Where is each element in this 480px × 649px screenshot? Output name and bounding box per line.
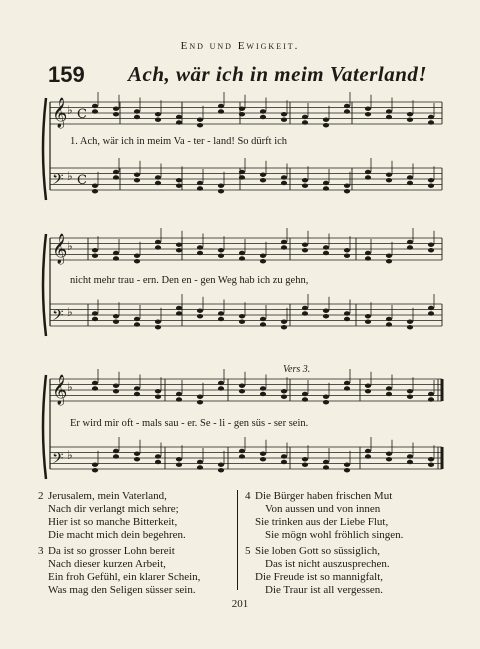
note-head xyxy=(323,309,329,313)
note-head xyxy=(407,240,413,244)
note-head xyxy=(302,306,308,310)
note-head xyxy=(239,256,245,260)
note-head xyxy=(176,311,182,315)
note-head xyxy=(407,112,413,116)
note-head xyxy=(134,317,140,321)
hymn-number: 159 xyxy=(48,62,85,87)
note-head xyxy=(428,306,434,310)
note-head xyxy=(155,389,161,393)
key-signature-flat: ♭ xyxy=(67,169,73,183)
note-head xyxy=(92,468,98,472)
note-head xyxy=(155,395,161,399)
note-head xyxy=(281,395,287,399)
stanza-4 xyxy=(245,490,404,542)
stanza-line: Nach dieser kurzen Arbeit, xyxy=(48,558,166,570)
note-head xyxy=(365,314,371,318)
note-head xyxy=(239,449,245,453)
note-head xyxy=(260,109,266,113)
note-head xyxy=(386,254,392,258)
note-head xyxy=(344,386,350,390)
note-head xyxy=(323,118,329,122)
running-header: End und Ewigkeit. xyxy=(180,40,300,52)
note-head xyxy=(134,178,140,182)
stanza-line: Die Traur ist all vergessen. xyxy=(265,584,384,596)
note-head xyxy=(176,457,182,461)
note-head xyxy=(134,322,140,326)
system-brace xyxy=(43,98,46,200)
key-signature-flat: ♭ xyxy=(67,103,73,117)
note-head xyxy=(428,311,434,315)
note-head xyxy=(176,120,182,124)
note-head xyxy=(281,181,287,185)
note-head xyxy=(176,115,182,119)
note-head xyxy=(365,112,371,116)
vers-marker: Vers 3. xyxy=(283,364,311,375)
note-head xyxy=(155,454,161,458)
note-head xyxy=(365,454,371,458)
note-head xyxy=(281,325,287,329)
note-head xyxy=(113,170,119,174)
note-head xyxy=(176,463,182,467)
note-head xyxy=(113,449,119,453)
note-head xyxy=(218,248,224,252)
note-head xyxy=(365,107,371,111)
note-head xyxy=(260,254,266,258)
note-head xyxy=(239,314,245,318)
note-head xyxy=(281,245,287,249)
note-head xyxy=(92,317,98,321)
note-head xyxy=(344,311,350,315)
note-head xyxy=(176,248,182,252)
note-head xyxy=(155,181,161,185)
note-head xyxy=(365,175,371,179)
treble-clef: 𝄞 xyxy=(52,375,68,405)
stanza-line: Was mag den Seligen süsser sein. xyxy=(48,584,196,596)
note-head xyxy=(218,381,224,385)
note-head xyxy=(197,251,203,255)
lyric-line-1: 1. Ach, wär ich in meim Va - ter - land! So dürft ich xyxy=(70,136,288,147)
note-head xyxy=(134,452,140,456)
note-head xyxy=(386,173,392,177)
column-divider xyxy=(237,490,238,590)
note-head xyxy=(155,118,161,122)
note-head xyxy=(323,245,329,249)
note-head xyxy=(365,170,371,174)
note-head xyxy=(260,259,266,263)
note-head xyxy=(386,392,392,396)
note-head xyxy=(407,395,413,399)
note-head xyxy=(113,256,119,260)
note-head xyxy=(92,104,98,108)
note-head xyxy=(428,463,434,467)
note-head xyxy=(197,400,203,404)
note-head xyxy=(428,397,434,401)
note-head xyxy=(134,173,140,177)
note-head xyxy=(260,173,266,177)
note-head xyxy=(218,311,224,315)
note-head xyxy=(239,454,245,458)
note-head xyxy=(281,454,287,458)
stanza-line: Jerusalem, mein Vaterland, xyxy=(48,490,167,502)
note-head xyxy=(386,386,392,390)
note-head xyxy=(344,317,350,321)
stanza-5 xyxy=(245,545,390,597)
note-head xyxy=(386,452,392,456)
note-head xyxy=(281,118,287,122)
hymn-title: Ach, wär ich in meim Vaterland! xyxy=(128,62,428,86)
stanza-line: Die Bürger haben frischen Mut xyxy=(255,490,393,502)
stanza-number: 3 xyxy=(38,545,44,557)
note-head xyxy=(134,254,140,258)
stanza-line: Die macht mich dein begehren. xyxy=(48,529,186,541)
note-head xyxy=(155,175,161,179)
note-head xyxy=(113,314,119,318)
note-head xyxy=(197,465,203,469)
note-head xyxy=(323,400,329,404)
note-head xyxy=(302,392,308,396)
note-head xyxy=(176,178,182,182)
note-head xyxy=(260,178,266,182)
note-head xyxy=(113,112,119,116)
stanza-2 xyxy=(38,490,186,542)
note-head xyxy=(302,178,308,182)
note-head xyxy=(218,468,224,472)
note-head xyxy=(197,395,203,399)
system-brace xyxy=(43,234,46,336)
note-head xyxy=(134,386,140,390)
note-head xyxy=(365,389,371,393)
note-head xyxy=(218,317,224,321)
note-head xyxy=(344,468,350,472)
note-head xyxy=(323,314,329,318)
note-head xyxy=(239,107,245,111)
note-head xyxy=(155,240,161,244)
note-head xyxy=(407,118,413,122)
note-head xyxy=(407,245,413,249)
note-head xyxy=(92,189,98,193)
note-head xyxy=(260,115,266,119)
stanza-line: Sie loben Gott so süssiglich, xyxy=(255,545,380,557)
note-head xyxy=(155,245,161,249)
note-head xyxy=(302,463,308,467)
note-head xyxy=(260,392,266,396)
stanza-line: Nach dir verlangt mich sehre; xyxy=(48,503,179,515)
note-head xyxy=(197,245,203,249)
note-head xyxy=(365,320,371,324)
note-head xyxy=(281,389,287,393)
note-head xyxy=(281,320,287,324)
note-head xyxy=(344,254,350,258)
note-head xyxy=(218,109,224,113)
note-head xyxy=(302,120,308,124)
treble-clef: 𝄞 xyxy=(52,98,68,128)
note-head xyxy=(428,115,434,119)
note-head xyxy=(155,460,161,464)
note-head xyxy=(197,118,203,122)
note-head xyxy=(176,243,182,247)
key-signature-flat: ♭ xyxy=(67,305,73,319)
note-head xyxy=(176,306,182,310)
note-head xyxy=(92,254,98,258)
note-head xyxy=(344,109,350,113)
note-head xyxy=(155,325,161,329)
note-head xyxy=(281,240,287,244)
note-head xyxy=(218,254,224,258)
note-head xyxy=(239,112,245,116)
stanza-line: Ein froh Gefühl, ein klarer Schein, xyxy=(48,571,201,583)
note-head xyxy=(218,189,224,193)
stanza-line: Sie trinken aus der Liebe Flut, xyxy=(255,516,389,528)
stanza-line: Da ist so grosser Lohn bereit xyxy=(48,545,175,557)
note-head xyxy=(407,181,413,185)
note-head xyxy=(92,109,98,113)
bass-clef: 𝄢 xyxy=(52,307,64,328)
note-head xyxy=(176,184,182,188)
note-head xyxy=(407,320,413,324)
note-head xyxy=(197,123,203,127)
note-head xyxy=(407,454,413,458)
note-head xyxy=(113,107,119,111)
note-head xyxy=(386,115,392,119)
note-head xyxy=(134,109,140,113)
note-head xyxy=(92,381,98,385)
note-head xyxy=(281,112,287,116)
key-signature-flat: ♭ xyxy=(67,380,73,394)
stanza-line: Sie mögn wohl fröhlich singen. xyxy=(265,529,404,541)
note-head xyxy=(197,186,203,190)
note-head xyxy=(323,465,329,469)
note-head xyxy=(323,251,329,255)
treble-clef: 𝄞 xyxy=(52,234,68,264)
note-head xyxy=(344,463,350,467)
note-head xyxy=(218,104,224,108)
bass-clef: 𝄢 xyxy=(52,450,64,471)
note-head xyxy=(344,189,350,193)
note-head xyxy=(302,184,308,188)
note-head xyxy=(302,115,308,119)
stanza-number: 5 xyxy=(245,545,251,557)
note-head xyxy=(113,175,119,179)
note-head xyxy=(302,248,308,252)
note-head xyxy=(281,175,287,179)
note-head xyxy=(92,463,98,467)
note-head xyxy=(323,460,329,464)
note-head xyxy=(365,256,371,260)
lyric-line-2: nicht mehr trau - ern. Den en - gen Weg hab ich zu gehn, xyxy=(70,275,309,286)
note-head xyxy=(197,181,203,185)
note-head xyxy=(302,457,308,461)
stanza-number: 2 xyxy=(38,490,44,502)
note-head xyxy=(239,251,245,255)
note-head xyxy=(239,384,245,388)
note-head xyxy=(218,386,224,390)
note-head xyxy=(428,184,434,188)
note-head xyxy=(386,259,392,263)
note-head xyxy=(113,389,119,393)
note-head xyxy=(344,248,350,252)
note-head xyxy=(239,320,245,324)
stanza-3 xyxy=(38,545,201,597)
note-head xyxy=(113,384,119,388)
note-head xyxy=(239,389,245,393)
note-head xyxy=(386,457,392,461)
note-head xyxy=(407,175,413,179)
note-head xyxy=(386,322,392,326)
note-head xyxy=(323,186,329,190)
note-head xyxy=(155,320,161,324)
note-head xyxy=(197,460,203,464)
note-head xyxy=(113,320,119,324)
note-head xyxy=(260,322,266,326)
stanza-line: Hier ist so manche Bitterkeit, xyxy=(48,516,178,528)
note-head xyxy=(323,123,329,127)
bass-clef: 𝄢 xyxy=(52,171,64,192)
note-head xyxy=(92,386,98,390)
note-head xyxy=(323,395,329,399)
note-head xyxy=(344,381,350,385)
note-head xyxy=(218,463,224,467)
time-signature: C xyxy=(77,173,87,188)
note-head xyxy=(260,452,266,456)
note-head xyxy=(407,460,413,464)
note-head xyxy=(176,392,182,396)
note-head xyxy=(134,259,140,263)
note-head xyxy=(365,251,371,255)
note-head xyxy=(386,178,392,182)
note-head xyxy=(428,243,434,247)
note-head xyxy=(113,454,119,458)
note-head xyxy=(386,109,392,113)
time-signature: C xyxy=(77,107,87,122)
note-head xyxy=(113,251,119,255)
note-head xyxy=(386,317,392,321)
note-head xyxy=(218,184,224,188)
note-head xyxy=(302,397,308,401)
lyric-line-3: Er wird mir oft - mals sau - er. Se - li - gen süs - ser sein. xyxy=(70,418,309,429)
note-head xyxy=(92,184,98,188)
note-head xyxy=(239,175,245,179)
page-number: 201 xyxy=(231,598,249,610)
note-head xyxy=(302,311,308,315)
note-head xyxy=(407,389,413,393)
stanza-number: 4 xyxy=(245,490,251,502)
stanza-line: Die Freude ist so mannigfalt, xyxy=(255,571,384,583)
note-head xyxy=(344,184,350,188)
note-head xyxy=(428,248,434,252)
note-head xyxy=(197,309,203,313)
note-head xyxy=(197,314,203,318)
stanza-line: Von aussen und von innen xyxy=(265,503,381,515)
note-head xyxy=(302,243,308,247)
note-head xyxy=(239,170,245,174)
note-head xyxy=(428,457,434,461)
note-head xyxy=(134,392,140,396)
note-head xyxy=(428,120,434,124)
note-head xyxy=(260,317,266,321)
note-head xyxy=(260,386,266,390)
note-head xyxy=(428,178,434,182)
note-head xyxy=(260,457,266,461)
note-head xyxy=(134,115,140,119)
note-head xyxy=(428,392,434,396)
stanza-line: Das ist nicht auszusprechen. xyxy=(265,558,390,570)
note-head xyxy=(344,104,350,108)
note-head xyxy=(92,311,98,315)
note-head xyxy=(281,460,287,464)
note-head xyxy=(407,325,413,329)
note-head xyxy=(176,397,182,401)
note-head xyxy=(323,181,329,185)
note-head xyxy=(134,457,140,461)
key-signature-flat: ♭ xyxy=(67,239,73,253)
note-head xyxy=(365,449,371,453)
key-signature-flat: ♭ xyxy=(67,448,73,462)
system-brace xyxy=(43,375,46,479)
note-head xyxy=(155,112,161,116)
note-head xyxy=(365,384,371,388)
note-head xyxy=(92,248,98,252)
